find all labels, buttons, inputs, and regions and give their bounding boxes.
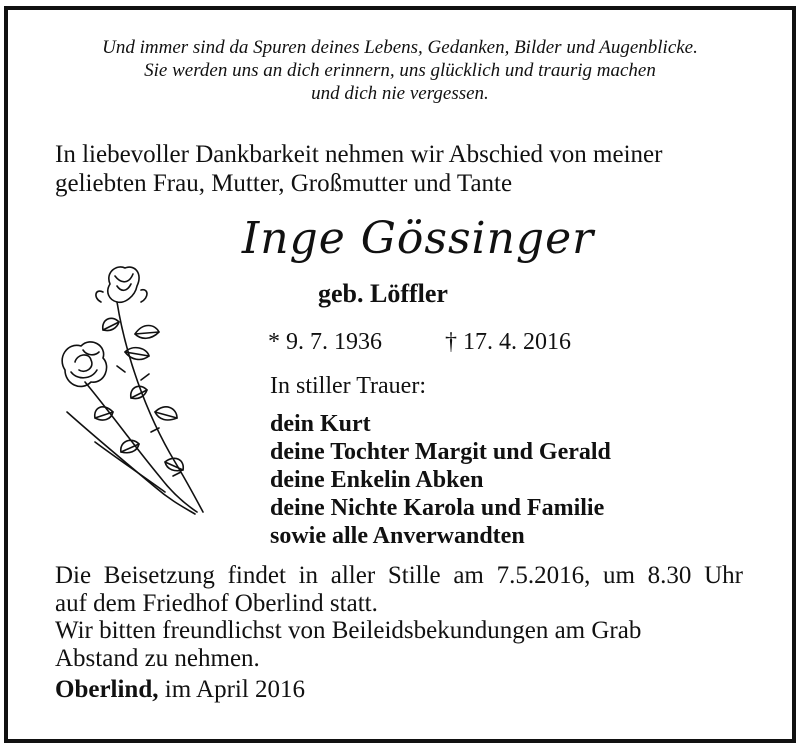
mourning-label: In stiller Trauer:	[270, 373, 426, 399]
mourner-entry: deine Tochter Margit und Gerald	[270, 439, 611, 465]
maiden-name: geb. Löffler	[318, 279, 448, 308]
mourner-entry: deine Enkelin Abken	[270, 467, 484, 493]
funeral-line: Wir bitten freundlichst von Beileidsbekundungen am Grab	[55, 617, 642, 644]
mourners-list	[270, 410, 611, 550]
death-date: † 17. 4. 2016	[445, 329, 571, 355]
mourner-entry: dein Kurt	[270, 411, 371, 437]
funeral-line: Abstand zu nehmen.	[55, 644, 260, 672]
funeral-line: auf dem Friedhof Oberlind statt.	[55, 589, 378, 617]
mourner-entry: deine Nichte Karola und Familie	[270, 495, 605, 521]
mourner-entry: sowie alle Anverwandten	[270, 523, 525, 549]
quote-line: Sie werden uns an dich erinnern, uns glücklich und traurig machen	[144, 60, 656, 81]
memorial-quote	[0, 36, 800, 105]
place-town: Oberlind,	[55, 676, 159, 703]
quote-line: Und immer sind da Spuren deines Lebens, Gedanken, Bilder und Augenblicke.	[102, 37, 698, 58]
quote-line: und dich nie vergessen.	[311, 83, 489, 104]
intro-text	[55, 140, 662, 198]
place-date: im April 2016	[164, 676, 306, 703]
intro-line: geliebten Frau, Mutter, Großmutter und Tante	[55, 170, 513, 197]
rose-drawing-icon	[55, 262, 215, 522]
funeral-line: Die Beisetzung findet in aller Stille am 7.5.2016, um 8.30 Uhr	[55, 562, 743, 589]
deceased-name: Inge Gössinger	[241, 213, 595, 264]
birth-date: * 9. 7. 1936	[268, 329, 382, 355]
place-and-date	[55, 676, 305, 704]
intro-line: In liebevoller Dankbarkeit nehmen wir Abschied von meiner	[55, 141, 663, 168]
funeral-notice	[55, 562, 745, 672]
